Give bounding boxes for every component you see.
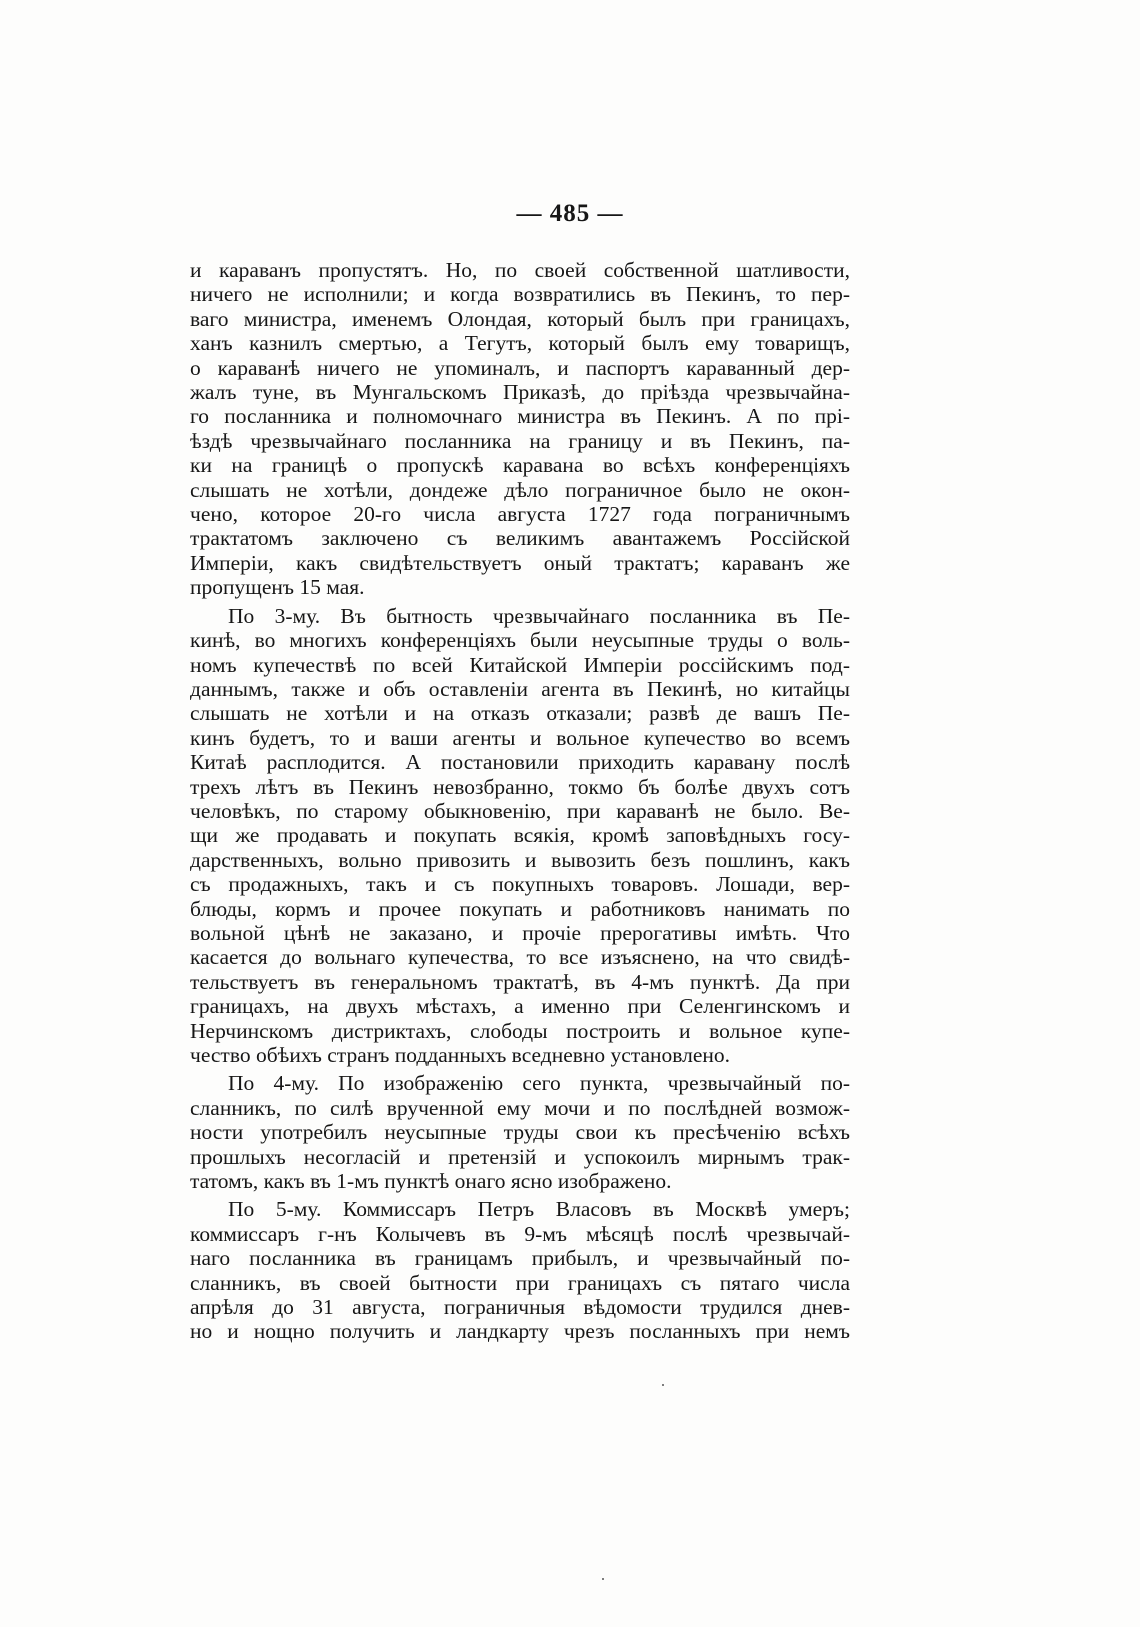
text-line: По 4-му. По изображенiю сего пункта, чрезвычайный по- — [228, 1071, 850, 1096]
text-line: сланникъ, въ своей бытности при границахъ съ пятаго числа — [190, 1270, 850, 1295]
paragraph-2 — [190, 604, 850, 1068]
text-line: даннымъ, также и объ оставленiи агента въ Пекинѣ, но китайцы — [190, 676, 850, 701]
page-number: — 485 — — [516, 200, 624, 227]
text-line: ки на границѣ о пропускѣ каравана во всѣхъ конференцiяхъ — [190, 453, 850, 478]
text-line: го посланника и полномочнаго министра въ Пекинъ. А по прi- — [190, 404, 850, 429]
text-line: Китаѣ расплодится. А постановили приходить каравану послѣ — [190, 750, 850, 775]
text-line: но и нощно получить и ландкарту чрезъ посланныхъ при немъ — [190, 1319, 850, 1344]
paragraph-4 — [190, 1197, 850, 1343]
text-line: слышать не хотѣли и на отказъ отказали; развѣ де вашъ Пе- — [190, 701, 850, 726]
text-line: апрѣля до 31 августа, пограничныя вѣдомости трудился днев- — [190, 1295, 850, 1320]
text-line: дарственныхъ, вольно привозить и вывозить безъ пошлинъ, какъ — [190, 847, 850, 872]
text-line: коммиссаръ г-нъ Колычевъ въ 9-мъ мѣсяцѣ послѣ чрезвычай- — [190, 1221, 850, 1246]
text-line: ханъ казнилъ смертью, а Тегутъ, который былъ ему товарищъ, — [190, 331, 850, 356]
text-line: касается до вольнаго купечества, то все изъяснено, на что свидѣ- — [190, 945, 850, 970]
text-line: сланникъ, по силѣ врученной ему мочи и по послѣдней возмож- — [190, 1095, 850, 1120]
text-line: о караванѣ ничего не упоминалъ, и паспортъ караванный дер- — [190, 355, 850, 380]
body-text — [190, 258, 850, 1348]
text-line: ваго министра, именемъ Олондая, который былъ при границахъ, — [190, 306, 850, 331]
text-line: человѣкъ, по старому обыкновенiю, при караванѣ не было. Ве- — [190, 798, 850, 823]
text-line: слышать не хотѣли, дондеже дѣло пограничное было не окон- — [190, 477, 850, 502]
text-line: тельствуетъ въ генеральномъ трактатѣ, въ 4-мъ пунктѣ. Да при — [190, 969, 850, 994]
print-speck — [662, 1384, 664, 1386]
text-line: кинѣ, во многихъ конференцiяхъ были неусыпные труды о воль- — [190, 628, 850, 653]
text-line: трактатомъ заключено съ великимъ авантажемъ Россiйской — [190, 526, 850, 551]
text-line: съ продажныхъ, такъ и съ покупныхъ товаровъ. Лошади, вер- — [190, 872, 850, 897]
print-speck — [602, 1578, 604, 1580]
text-line: трехъ лѣтъ въ Пекинъ невозбранно, токмо бъ болѣе двухъ сотъ — [190, 774, 850, 799]
text-line: ничего не исполнили; и когда возвратились въ Пекинъ, то пер- — [190, 282, 850, 307]
text-line: номъ купечествѣ по всей Китайской Имперiи россiйскимъ под- — [190, 652, 850, 677]
text-line: ѣздѣ чрезвычайнаго посланника на границу и въ Пекинъ, па- — [190, 428, 850, 453]
text-line: и караванъ пропустятъ. Но, по своей собственной шатливости, — [190, 258, 850, 282]
text-line: щи же продавать и покупать всякiя, кромѣ заповѣдныхъ госу- — [190, 823, 850, 848]
text-line: По 5-му. Коммиссаръ Петръ Власовъ въ Москвѣ умеръ; — [228, 1197, 850, 1222]
paragraph-1 — [190, 258, 850, 600]
text-line: Нерчинскомъ дистриктахъ, слободы построить и вольное купе- — [190, 1018, 850, 1043]
text-line: блюды, кормъ и прочее покупать и работниковъ нанимать по — [190, 896, 850, 921]
text-line: чество обѣихъ странъ подданныхъ вседневно установлено. — [190, 1043, 731, 1067]
text-line: По 3-му. Въ бытность чрезвычайнаго посланника въ Пе- — [228, 603, 850, 628]
text-line: ности употребилъ неусыпные труды свои къ пресѣченiю всѣхъ — [190, 1120, 850, 1145]
text-line: кинъ будетъ, то и ваши агенты и вольное купечество во всемъ — [190, 725, 850, 750]
text-line: чено, которое 20-го числа августа 1727 года пограничнымъ — [190, 502, 850, 527]
text-line: прошлыхъ несогласiй и претензiй и успокоилъ мирнымъ трак- — [190, 1144, 850, 1169]
text-line: жалъ туне, въ Мунгальскомъ Приказѣ, до прiѣзда чрезвычайна- — [190, 380, 850, 405]
text-line: наго посланника въ границамъ прибылъ, и чрезвычайный по- — [190, 1246, 850, 1271]
paragraph-3 — [190, 1071, 850, 1193]
text-line: Имперiи, какъ свидѣтельствуетъ оный трактатъ; караванъ же — [190, 550, 850, 575]
text-line: пропущенъ 15 мая. — [190, 575, 365, 600]
text-line: вольной цѣнѣ не заказано, и прочiе прерогативы имѣть. Что — [190, 920, 850, 945]
text-line: татомъ, какъ въ 1-мъ пунктѣ онаго ясно изображено. — [190, 1169, 672, 1194]
text-line: границахъ, на двухъ мѣстахъ, а именно при Селенгинскомъ и — [190, 994, 850, 1019]
